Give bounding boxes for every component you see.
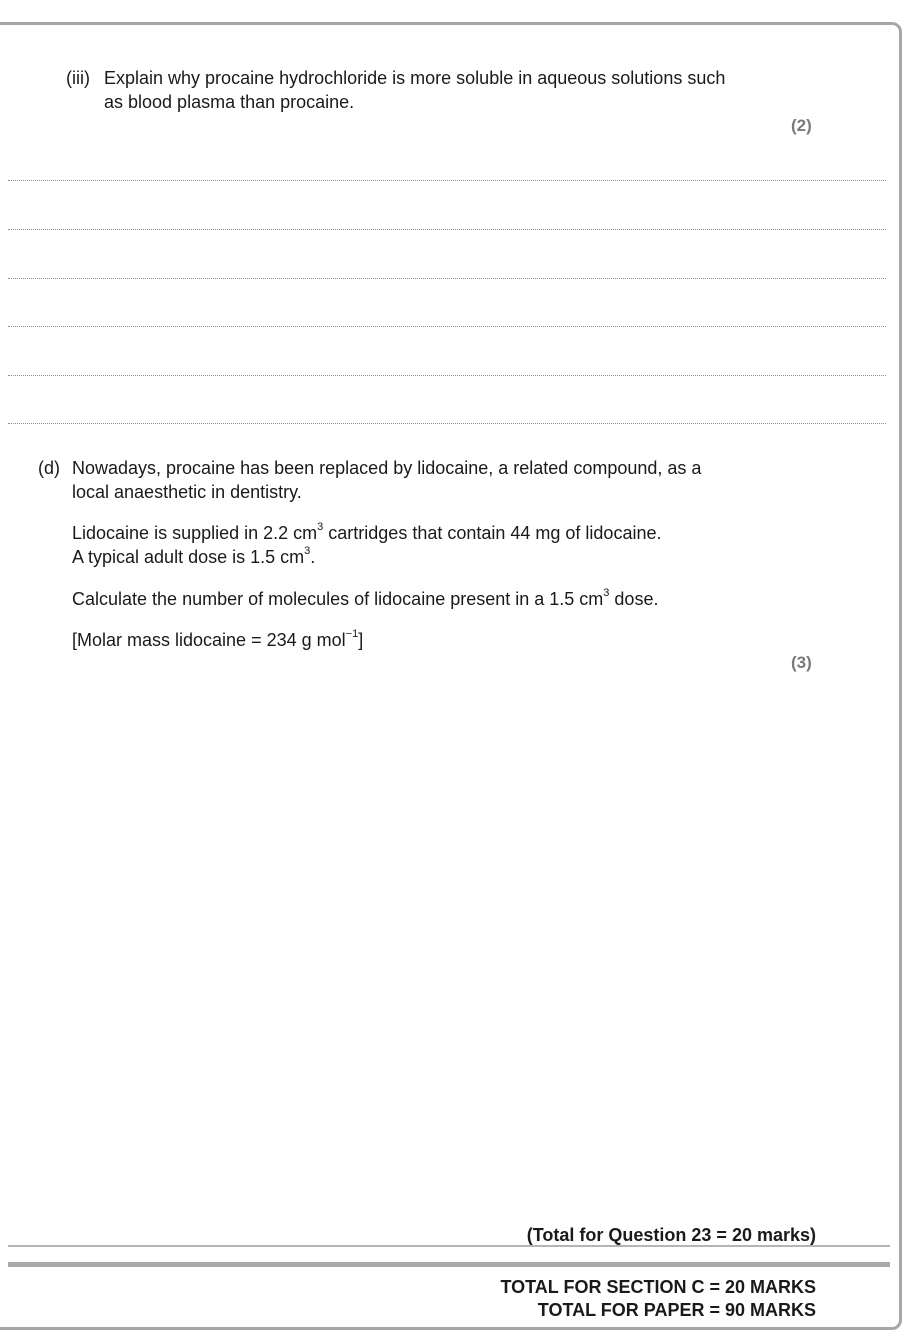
section-total: TOTAL FOR SECTION C = 20 MARKS bbox=[500, 1277, 816, 1297]
supply-statement: Lidocaine is supplied in 2.2 $cm^3$ cartridges that contain 44 mg of lidocaine. bbox=[72, 521, 662, 543]
answer-line[interactable] bbox=[8, 423, 886, 424]
answer-line[interactable] bbox=[8, 375, 886, 376]
part-d-line1: Nowadays, procaine has been replaced by lidocaine, a related compound, as a bbox=[72, 458, 702, 478]
answer-area[interactable] bbox=[8, 690, 890, 1210]
part-d-label: (d) bbox=[38, 458, 60, 478]
paper-total: TOTAL FOR PAPER = 90 MARKS bbox=[537, 1300, 816, 1320]
question-total: (Total for Question 23 = 20 marks) bbox=[526, 1225, 816, 1245]
part-iii-marks: (2) bbox=[791, 116, 812, 135]
part-iii-line2: as blood plasma than procaine. bbox=[104, 92, 355, 112]
divider-thin bbox=[8, 1245, 890, 1247]
part-iii-line1: Explain why procaine hydrochloride is more soluble in aqueous solutions such bbox=[104, 68, 726, 88]
part-iii-label: (iii) bbox=[66, 68, 90, 88]
calculate-instruction: Calculate the number of molecules of lidocaine present in a 1.5 $cm^3$ dose. bbox=[72, 587, 659, 609]
answer-line[interactable] bbox=[8, 180, 886, 181]
answer-line[interactable] bbox=[8, 278, 886, 279]
molar-mass-note: [Molar mass lidocaine = 234 g mol$^{-1}$] bbox=[72, 628, 364, 650]
answer-line[interactable] bbox=[8, 326, 886, 327]
part-d-line2: local anaesthetic in dentistry. bbox=[72, 482, 302, 502]
part-d-marks: (3) bbox=[791, 653, 812, 672]
answer-line[interactable] bbox=[8, 229, 886, 230]
divider-thick bbox=[8, 1262, 890, 1267]
dose-statement: A typical adult dose is 1.5 $cm^3$. bbox=[72, 545, 316, 567]
